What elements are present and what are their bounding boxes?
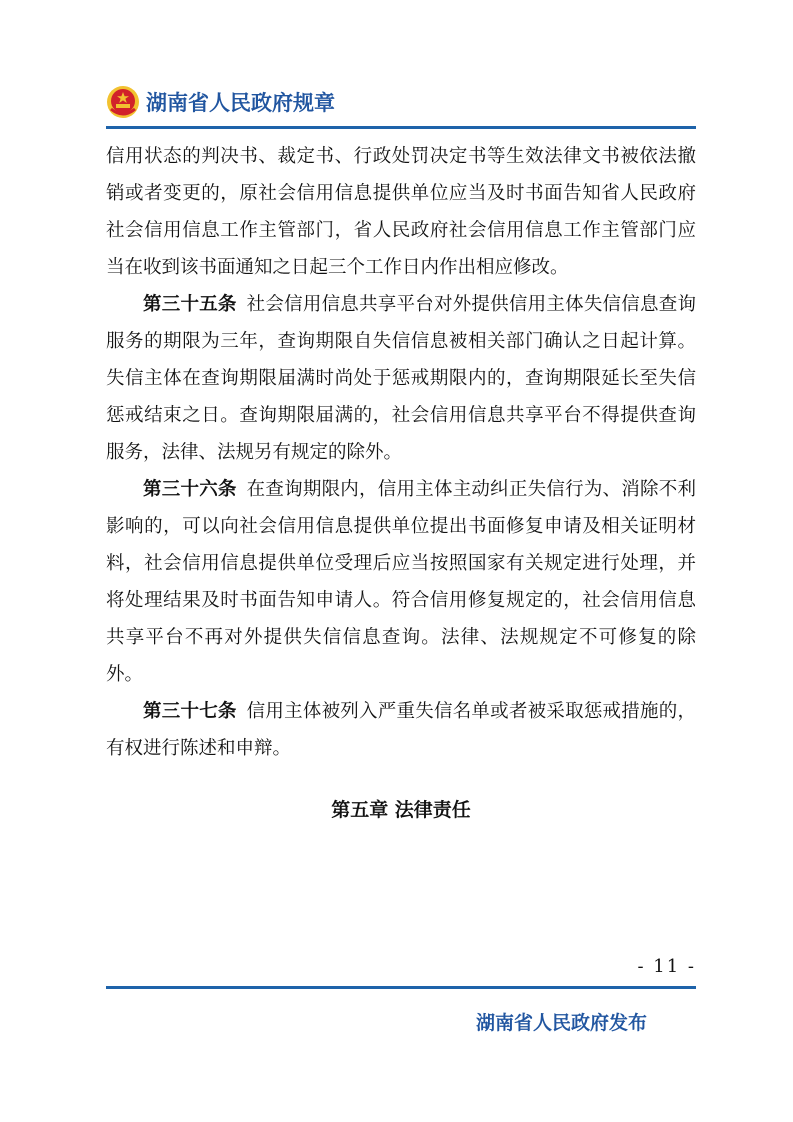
national-emblem-icon	[106, 85, 140, 119]
publisher-label: 湖南省人民政府发布	[475, 1012, 647, 1034]
page-header	[106, 84, 335, 120]
article-label: 第三十五条	[143, 294, 237, 315]
article-text: 信用主体被列入严重失信名单或者被采取惩戒措施的，有权进行陈述和申辩。	[106, 701, 696, 759]
article-36	[106, 471, 696, 693]
footer-divider	[106, 986, 696, 989]
article-text: 社会信用信息共享平台对外提供信用主体失信信息查询服务的期限为三年，查询期限自失信信息被相关部门确认之日起计算。失信主体在查询期限届满时尚处于惩戒期限内的，查询期限延长至失信惩戒结束之日。查询期限届满的，社会信用信息共享平台不得提供查询服务，法律、法规另有规定的除外。	[106, 294, 696, 463]
article-label: 第三十七条	[143, 701, 237, 722]
header-title: 湖南省人民政府规章	[146, 91, 335, 115]
chapter-heading: 第五章 法律责任	[331, 799, 471, 821]
article-37	[106, 693, 696, 767]
page-number: - 11 -	[637, 956, 696, 977]
header-divider	[106, 126, 696, 129]
article-label: 第三十六条	[143, 479, 237, 500]
article-35	[106, 286, 696, 471]
document-body	[106, 138, 696, 825]
continuation-paragraph: 信用状态的判决书、裁定书、行政处罚决定书等生效法律文书被依法撤销或者变更的，原社会信用信息提供单位应当及时书面告知省人民政府社会信用信息工作主管部门，省人民政府社会信用信息工作主管部门应当在收到该书面通知之日起三个工作日内作出相应修改。	[106, 146, 696, 278]
article-text: 在查询期限内，信用主体主动纠正失信行为、消除不利影响的，可以向社会信用信息提供单位提出书面修复申请及相关证明材料，社会信用信息提供单位受理后应当按照国家有关规定进行处理，并将处理结果及时书面告知申请人。符合信用修复规定的，社会信用信息共享平台不再对外提供失信信息查询。法律、法规规定不可修复的除外。	[106, 479, 696, 685]
